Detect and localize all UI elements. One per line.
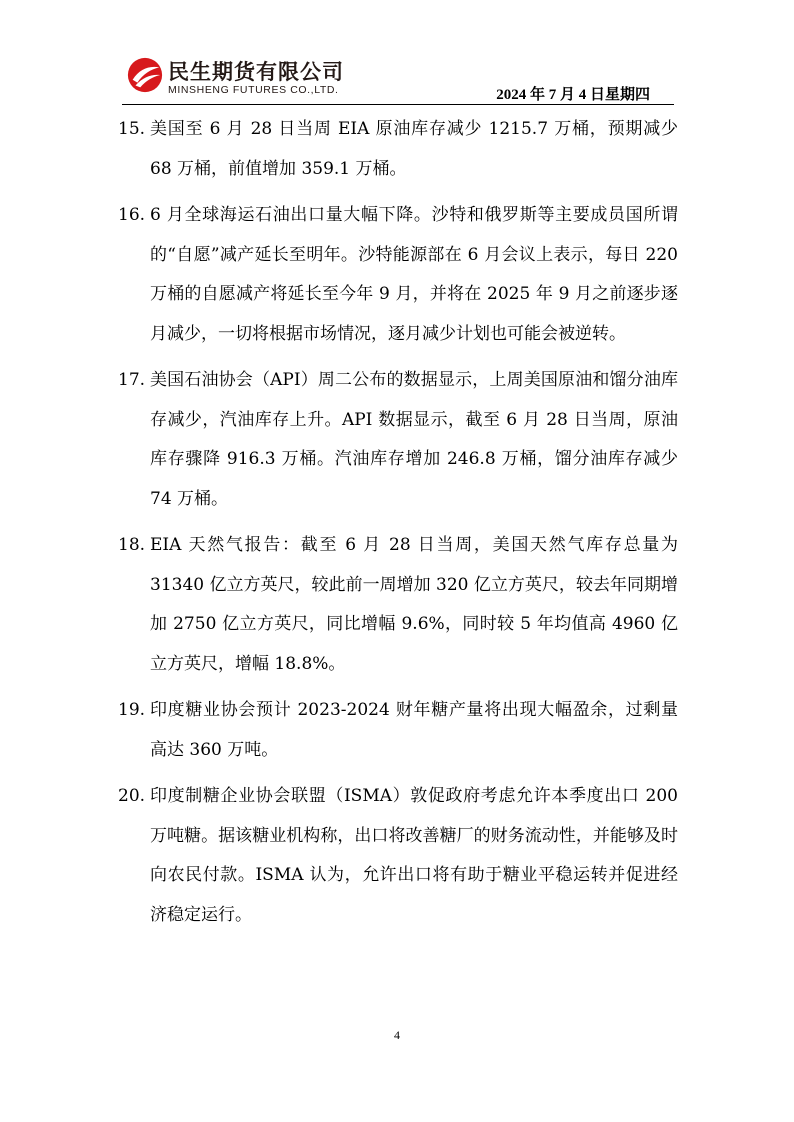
news-item-number: 15. [118,119,146,139]
news-item-text: 美国至 6 月 28 日当周 EIA 原油库存减少 1215.7 万桶，预期减少 68 万桶，前值增加 359.1 万桶。 [150,119,678,179]
news-item [118,526,678,684]
news-item [118,110,678,189]
news-item-text: 美国石油协会（API）周二公布的数据显示，上周美国原油和馏分油库存减少，汽油库存上升。API 数据显示，截至 6 月 28 日当周，原油库存骤降 916.3 万桶。汽油库存增加 246.8 万桶，馏分油库存减少 74 万桶。 [150,370,678,509]
news-list [118,110,678,935]
news-item-number: 20. [118,786,146,806]
news-item [118,777,678,935]
news-item-number: 18. [118,535,146,555]
news-item-number: 17. [118,370,146,390]
news-item [118,361,678,519]
logo-english-name: MINSHENG FUTURES CO.,LTD. [168,84,339,96]
page-header [122,52,674,106]
company-logo [122,52,362,102]
news-item-text: EIA 天然气报告：截至 6 月 28 日当周，美国天然气库存总量为 31340 亿立方英尺，较此前一周增加 320 亿立方英尺，较去年同期增加 2750 亿立方英尺，同比增幅 9.6%，同时较 5 年均值高 4960 亿立方英尺，增幅 18.8%。 [150,535,678,674]
logo-chinese-name: 民生期货有限公司 [168,60,344,84]
news-item-number: 19. [118,700,146,720]
news-item-text: 6 月全球海运石油出口量大幅下降。沙特和俄罗斯等主要成员国所谓的“自愿”减产延长至明年。沙特能源部在 6 月会议上表示，每日 220 万桶的自愿减产将延长至今年 9 月，并将在 2025 年 9 月之前逐步逐月减少，一切将根据市场情况，逐月减少计划也可能会被逆转。 [150,205,678,344]
header-divider [122,104,674,105]
news-item-text: 印度制糖企业协会联盟（ISMA）敦促政府考虑允许本季度出口 200 万吨糖。据该糖业机构称，出口将改善糖厂的财务流动性，并能够及时向农民付款。ISMA 认为，允许出口将有助于糖业平稳运转并促进经济稳定运行。 [150,786,678,925]
news-item [118,691,678,770]
news-item [118,196,678,354]
report-date: 2024 年 7 月 4 日星期四 [496,87,650,103]
minsheng-logo-icon [126,56,164,94]
news-item-number: 16. [118,205,146,225]
page-number: 4 [394,1028,400,1042]
news-item-text: 印度糖业协会预计 2023-2024 财年糖产量将出现大幅盈余，过剩量高达 360 万吨。 [150,700,678,760]
